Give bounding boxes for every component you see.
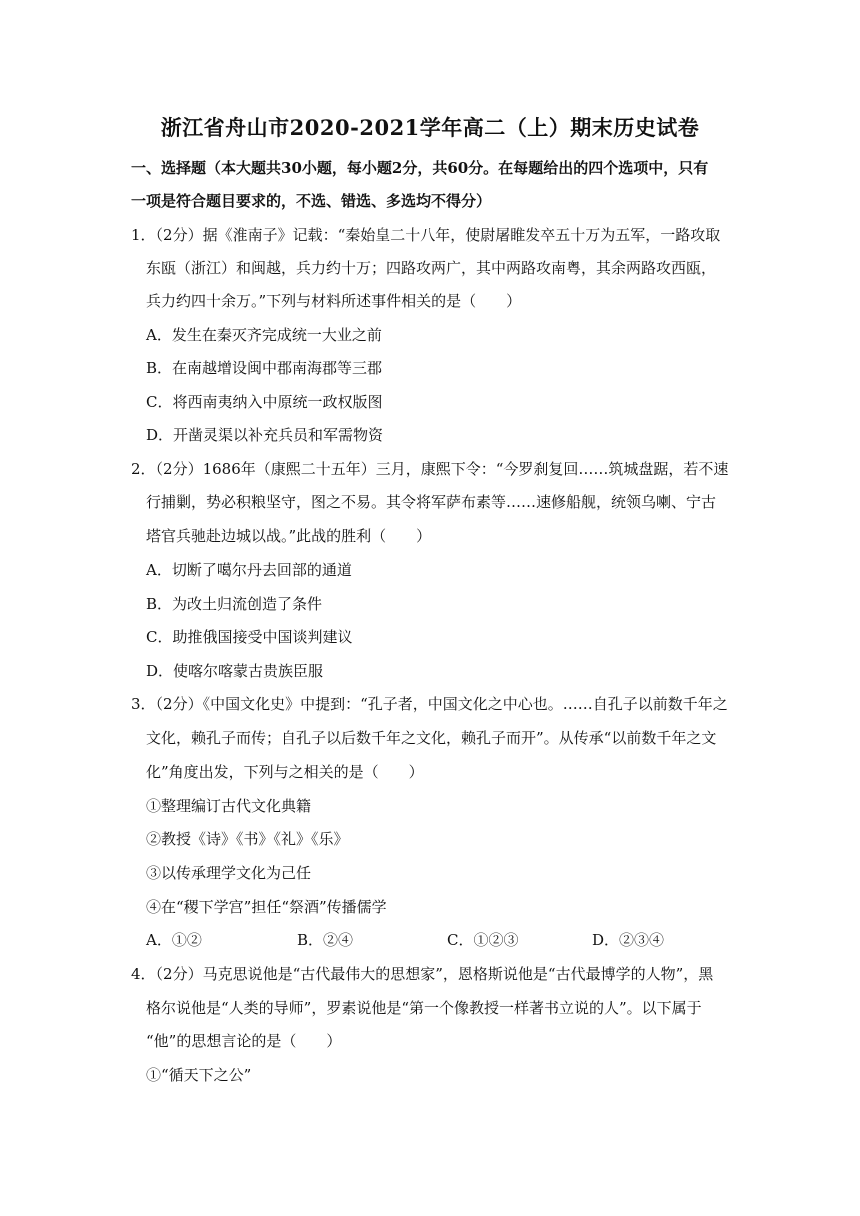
question-2-stem-line-2: 行捕剿，势必积粮坚守，图之不易。其令将军萨布素等……速修船舰，统领乌喇、宁古 <box>146 493 717 511</box>
question-4-stem-line-3: “他”的思想言论的是（ ） <box>146 1032 342 1050</box>
section-header-line-1: 一、选择题（本大题共30小题，每小题2分，共60分。在每题给出的四个选项中，只有 <box>131 159 709 177</box>
question-1-stem-line-1: 1．（2分）据《淮南子》记载：“秦始皇二十八年，使尉屠睢发卒五十万为五军，一路攻取 <box>131 226 721 244</box>
question-3-option-c: C．①②③ <box>447 931 519 949</box>
question-3-stem-line-1: 3．（2分）《中国文化史》中提到：“孔子者，中国文化之中心也。……自孔子以前数千年之 <box>131 695 728 713</box>
question-2-stem-line-1: 2．（2分）1686年（康熙二十五年）三月，康熙下令：“今罗刹复回……筑城盘踞，若不速 <box>131 460 729 478</box>
question-2-stem-line-3: 塔官兵驰赴边城以战。”此战的胜利（ ） <box>146 527 432 545</box>
question-2-option-a: A．切断了噶尔丹去回部的通道 <box>146 561 352 579</box>
question-1-option-b: B．在南越增设闽中郡南海郡等三郡 <box>146 359 383 377</box>
page-title: 浙江省舟山市2020-2021学年高二（上）期末历史试卷 <box>160 115 700 140</box>
question-1-stem-line-3: 兵力约四十余万。”下列与材料所述事件相关的是（ ） <box>146 292 522 310</box>
question-3-item-1: ①整理编订古代文化典籍 <box>146 797 312 815</box>
question-3-stem-line-2: 文化，赖孔子而传；自孔子以后数千年之文化，赖孔子而开”。从传承“以前数千年之文 <box>146 729 717 747</box>
question-1-stem-line-2: 东瓯（浙江）和闽越，兵力约十万；四路攻两广，其中两路攻南粤，其余两路攻西瓯， <box>146 259 717 277</box>
question-3-item-3: ③以传承理学文化为己任 <box>146 864 312 882</box>
question-3-option-a: A．①② <box>146 931 202 949</box>
question-4-stem-line-2: 格尔说他是“人类的导师”，罗素说他是“第一个像教授一样著书立说的人”。以下属于 <box>146 999 702 1017</box>
question-1-option-a: A．发生在秦灭齐完成统一大业之前 <box>146 326 382 344</box>
question-4-stem-line-1: 4．（2分）马克思说他是“古代最伟大的思想家”，恩格斯说他是“古代最博学的人物”，黑 <box>131 965 714 983</box>
question-4-item-1: ①“循天下之公” <box>146 1066 252 1084</box>
question-2-option-d: D．使喀尔喀蒙古贵族臣服 <box>146 662 324 680</box>
question-2-option-b: B．为改土归流创造了条件 <box>146 595 323 613</box>
question-1-option-c: C．将西南夷纳入中原统一政权版图 <box>146 393 383 411</box>
question-3-option-d: D．②③④ <box>592 931 665 949</box>
question-1-option-d: D．开凿灵渠以补充兵员和军需物资 <box>146 426 384 444</box>
question-3-item-4: ④在“稷下学宫”担任“祭酒”传播儒学 <box>146 898 387 916</box>
question-3-item-2: ②教授《诗》《书》《礼》《乐》 <box>146 830 349 848</box>
question-3-option-b: B．②④ <box>297 931 354 949</box>
question-2-option-c: C．助推俄国接受中国谈判建议 <box>146 628 353 646</box>
section-header-line-2: 一项是符合题目要求的，不选、错选、多选均不得分） <box>131 192 492 210</box>
question-3-stem-line-3: 化”角度出发，下列与之相关的是（ ） <box>146 763 424 781</box>
